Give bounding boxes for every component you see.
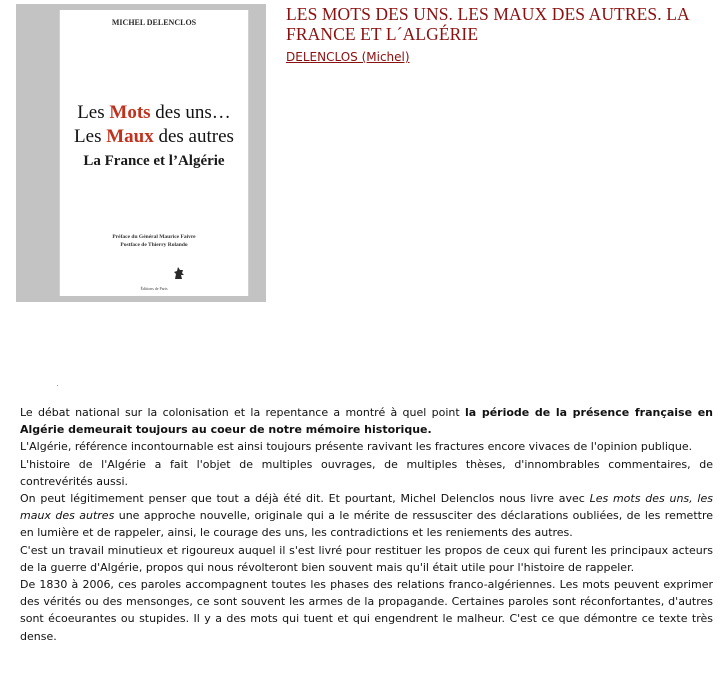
description-book-title: Les mots des uns, les maux des autres <box>20 492 713 523</box>
description-paragraph <box>20 404 713 438</box>
cover-author: MICHEL DELENCLOS <box>111 18 197 27</box>
book-description <box>20 404 713 645</box>
description-text: Le débat national sur la colonisation et la repentance a montré à quel point <box>20 406 465 419</box>
book-cover-frame <box>16 4 266 302</box>
description-emphasis: la période de la présence française en Algérie demeurait toujours au coeur de notre mémoire historique. <box>20 406 713 437</box>
publisher-logo-icon <box>172 266 186 280</box>
description-paragraph: L'Algérie, référence incontournable est ainsi toujours présente ravivant les fractures encore vivaces de l'opinion publique. <box>20 440 693 454</box>
cover-title-text: des uns… <box>150 102 231 123</box>
book-cover[interactable] <box>59 10 249 296</box>
description-text: une approche nouvelle, originale qui a le mérite de ressusciter des déclarations oubliées, de les remettre en lumière et de rappeler, ainsi, le courage des uns, les contradictions et les reniements des autres. <box>20 509 714 540</box>
cover-title-highlight: Maux <box>106 126 154 147</box>
cover-publisher: Éditions de Paris <box>140 286 168 291</box>
description-paragraph <box>20 490 713 542</box>
separator-dot <box>57 385 58 386</box>
description-paragraph: L'histoire de l'Algérie a fait l'objet de multiples ouvrages, de multiples thèses, d'innombrables commentaires, de contrevérités aussi. <box>20 457 713 488</box>
cover-title <box>60 101 248 149</box>
cover-title-text: Les <box>77 102 110 123</box>
cover-title-text: Les <box>74 126 107 147</box>
description-text: On peut légitimement penser que tout a déjà été dit. Et pourtant, Michel Delenclos nous livre avec <box>20 492 590 506</box>
cover-title-text: des autres <box>153 126 234 147</box>
description-paragraph: De 1830 à 2006, ces paroles accompagnent toutes les phases des relations franco-algériennes. Les mots peuvent exprimer des vérités ou des mensonges, ce sont souvent les armes de la propagande. Certaines paroles sont réconfortantes, d'autres sont écoeurantes ou stupides. Il y a des mots qui tuent et qui engendrent le malheur. C'est ce que démontre ce texte très dense. <box>20 578 713 643</box>
description-paragraph: C'est un travail minutieux et rigoureux auquel il s'est livré pour restituer les propos de ceux qui furent les principaux acteurs de la guerre d'Algérie, propos qui nous révolteront bien souvent mais qu'il était utile pour l'histoire de rappeler. <box>20 543 713 574</box>
book-title: LES MOTS DES UNS. LES MAUX DES AUTRES. LA FRANCE ET L´ALGÉRIE <box>286 4 689 44</box>
cover-title-line-1 <box>60 101 248 125</box>
cover-preface: Préface du Général Maurice Faivre <box>112 234 196 240</box>
cover-title-line-2 <box>60 125 248 149</box>
cover-subtitle: La France et l’Algérie <box>83 153 225 169</box>
cover-credits <box>60 233 248 249</box>
cover-postface: Postface de Thierry Rolando <box>120 242 188 248</box>
author-link[interactable]: DELENCLOS (Michel) <box>286 50 410 64</box>
cover-title-highlight: Mots <box>109 102 151 123</box>
